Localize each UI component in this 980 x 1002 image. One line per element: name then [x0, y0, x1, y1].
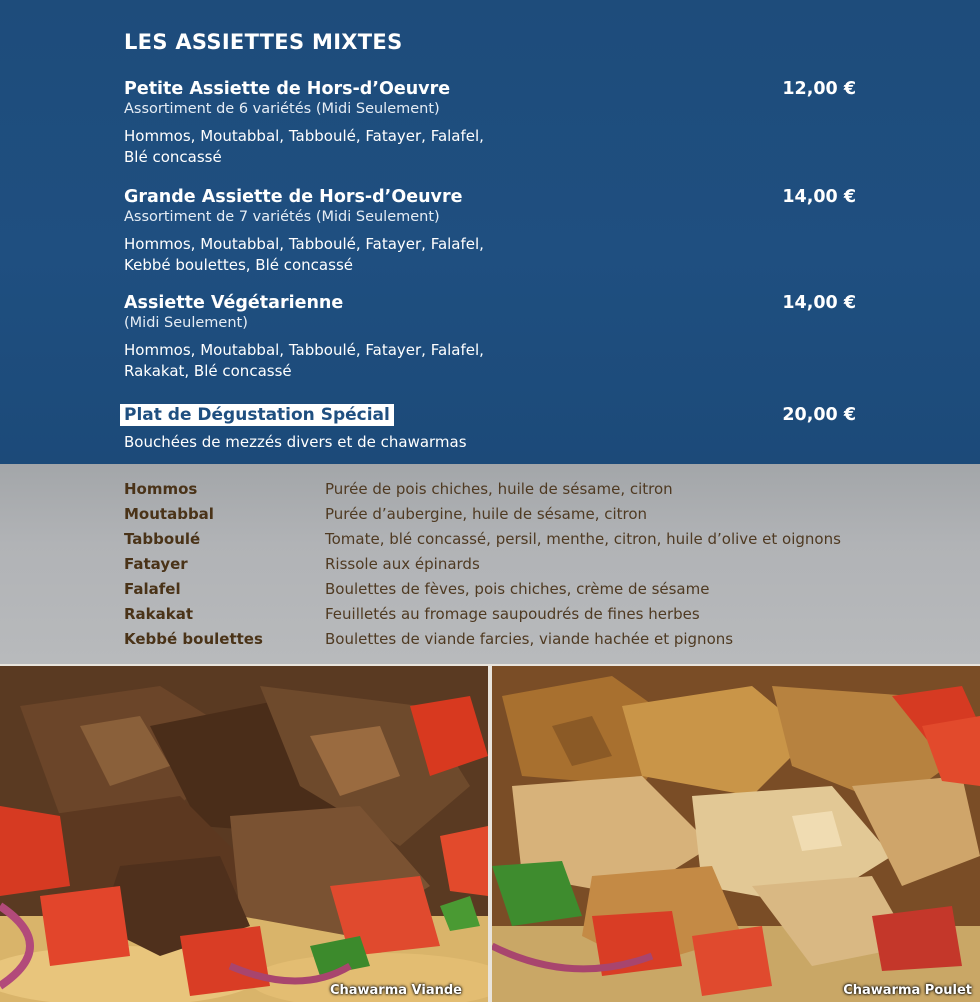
glossary-term: Moutabbal — [124, 505, 214, 523]
item-description-line: Kebbé boulettes, Blé concassé — [124, 256, 353, 274]
glossary-row — [124, 477, 964, 502]
glossary-definition: Feuilletés au fromage saupoudrés de fines herbes — [325, 605, 700, 623]
glossary-term: Kebbé boulettes — [124, 630, 263, 648]
glossary-section — [0, 464, 980, 664]
menu-item-grande-assiette — [124, 186, 864, 276]
glossary-row — [124, 552, 964, 577]
glossary-row — [124, 627, 964, 652]
photo-caption: Chawarma Poulet — [843, 983, 972, 998]
special-price: 20,00 € — [782, 405, 856, 425]
section-title: LES ASSIETTES MIXTES — [124, 30, 403, 54]
item-subtitle: Assortiment de 7 variétés (Midi Seulement) — [124, 209, 440, 225]
item-description-line: Blé concassé — [124, 148, 222, 166]
glossary-row — [124, 527, 964, 552]
chicken-shawarma-image — [492, 666, 980, 1002]
item-description-line: Rakakat, Blé concassé — [124, 362, 292, 380]
glossary-term: Hommos — [124, 480, 198, 498]
item-name: Assiette Végétarienne — [124, 293, 344, 313]
item-price: 14,00 € — [782, 187, 856, 207]
photo-caption: Chawarma Viande — [329, 983, 462, 998]
beef-shawarma-image — [0, 666, 488, 1002]
glossary-term: Fatayer — [124, 555, 188, 573]
glossary-row — [124, 602, 964, 627]
menu-item-special — [124, 404, 864, 453]
item-price: 14,00 € — [782, 293, 856, 313]
glossary-term: Tabboulé — [124, 530, 201, 548]
item-description-line: Hommos, Moutabbal, Tabboulé, Fatayer, Falafel, — [124, 235, 484, 253]
item-description-line: Hommos, Moutabbal, Tabboulé, Fatayer, Falafel, — [124, 341, 484, 359]
item-subtitle: Assortiment de 6 variétés (Midi Seulement) — [124, 101, 440, 117]
menu-item-assiette-vegetarienne — [124, 292, 864, 382]
photo-strip — [0, 664, 980, 1002]
glossary-definition: Rissole aux épinards — [325, 555, 480, 573]
item-name: Grande Assiette de Hors-d’Oeuvre — [124, 187, 463, 207]
menu-item-petite-assiette — [124, 78, 864, 168]
mixed-plates-section — [0, 0, 980, 464]
item-description — [124, 126, 864, 168]
photo-chawarma-viande — [0, 666, 488, 1002]
glossary-definition: Purée de pois chiches, huile de sésame, citron — [325, 480, 673, 498]
glossary-row — [124, 577, 964, 602]
item-price: 12,00 € — [782, 79, 856, 99]
glossary-definition: Boulettes de viande farcies, viande hachée et pignons — [325, 630, 734, 648]
glossary-term: Falafel — [124, 580, 181, 598]
item-name: Petite Assiette de Hors-d’Oeuvre — [124, 79, 451, 99]
special-description: Bouchées de mezzés divers et de chawarmas — [124, 433, 467, 451]
glossary-row — [124, 502, 964, 527]
glossary-definition: Tomate, blé concassé, persil, menthe, citron, huile d’olive et oignons — [325, 530, 841, 548]
photo-chawarma-poulet — [492, 666, 980, 1002]
special-name: Plat de Dégustation Spécial — [120, 404, 394, 426]
item-description — [124, 234, 864, 276]
glossary-term: Rakakat — [124, 605, 194, 623]
glossary-definition: Purée d’aubergine, huile de sésame, citron — [325, 505, 648, 523]
item-description — [124, 340, 864, 382]
item-description-line: Hommos, Moutabbal, Tabboulé, Fatayer, Falafel, — [124, 127, 484, 145]
glossary-definition: Boulettes de fèves, pois chiches, crème de sésame — [325, 580, 710, 598]
item-subtitle: (Midi Seulement) — [124, 315, 248, 331]
